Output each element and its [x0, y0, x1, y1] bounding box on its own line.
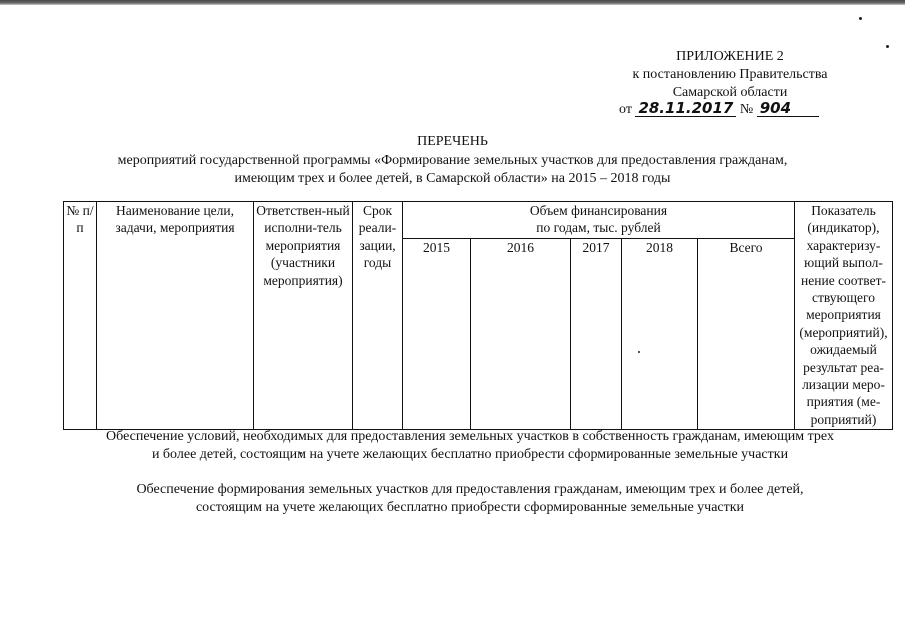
year-2018: 2018 — [622, 239, 698, 430]
resolution-label: к постановлению Правительства — [632, 67, 828, 82]
handwritten-date: 28.11.2017 — [635, 101, 736, 117]
handwritten-number: 904 — [757, 101, 819, 117]
goal-line-2: и более детей, состоящим на учете желающих бесплатно приобрести сформированные земельные участки — [151, 447, 789, 462]
scan-edge — [0, 0, 905, 5]
year-2017: 2017 — [571, 239, 622, 430]
task-line-2: состоящим на учете желающих бесплатно приобрести сформированные земельные участки — [195, 500, 745, 515]
title-line-1: мероприятий государственной программы «Формирование земельных участков для предоставления гражданам, — [117, 153, 788, 168]
task-section — [55, 481, 885, 517]
task-line-1: Обеспечение формирования земельных участков для предоставления гражданам, имеющим трех и более детей, — [136, 482, 804, 497]
scan-speck — [886, 45, 889, 48]
col-num-header: № п/п — [64, 202, 97, 430]
scan-speck — [859, 17, 862, 20]
year-total: Всего — [698, 239, 795, 430]
col-name-header: Наименование цели, задачи, мероприятия — [97, 202, 254, 430]
goal-section — [55, 428, 885, 464]
col-executor-header: Ответствен-ный исполни-тель мероприятия (участники мероприятия) — [254, 202, 353, 430]
year-2016: 2016 — [471, 239, 571, 430]
col-term-header: Срок реали-зации, годы — [353, 202, 403, 430]
col-funding-header: Объем финансирования по годам, тыс. рублей — [403, 202, 795, 239]
date-prefix: от — [619, 102, 632, 117]
goal-line-1: Обеспечение условий, необходимых для предоставления земельных участков в собственность гражданам, имеющим трех — [106, 429, 834, 444]
number-prefix: № — [739, 102, 754, 117]
title-line-2: имеющим трех и более детей, в Самарской области» на 2015 – 2018 годы — [234, 171, 671, 186]
table-header-row — [64, 202, 893, 239]
document-title: ПЕРЕЧЕНЬ — [417, 134, 488, 149]
appendix-label: ПРИЛОЖЕНИЕ 2 — [676, 49, 784, 64]
year-2015: 2015 — [403, 239, 471, 430]
col-indicator-header: Показатель (индикатор), характеризу-ющий выпол-нение соответ-ствующего мероприятия (мероприятий), ожидаемый результат реа-лизации меро-приятия (ме-роприятий) — [795, 202, 893, 430]
appendix-header — [600, 48, 860, 102]
region-label: Самарской области — [672, 85, 788, 100]
date-number-line — [619, 101, 819, 119]
activities-table — [63, 201, 893, 430]
